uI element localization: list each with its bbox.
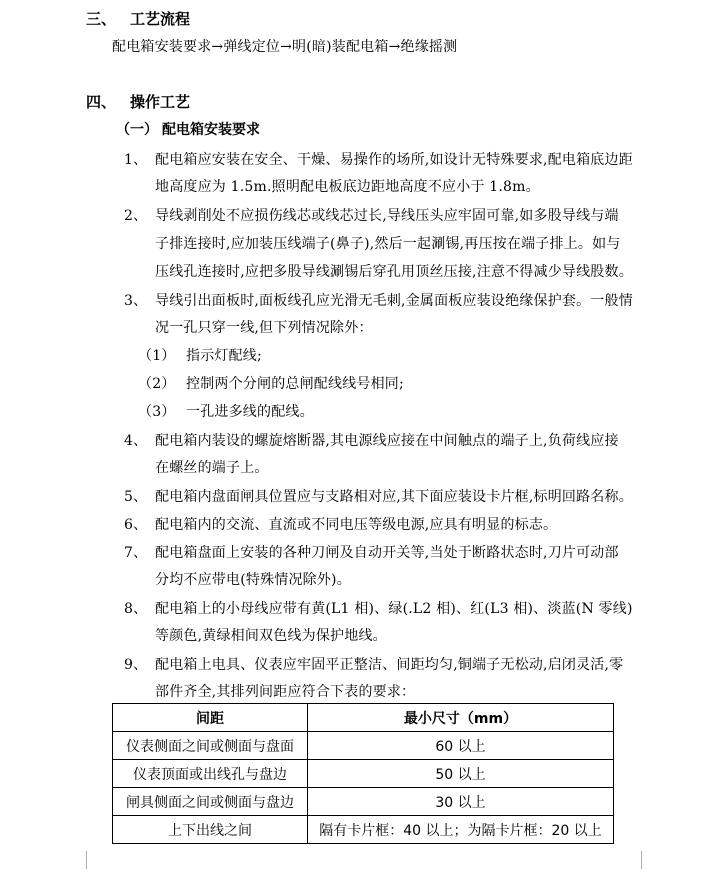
table-cell: 仪表顶面或出线孔与盘边 [113,760,308,788]
item-number: 8、 [124,601,148,617]
item-text-line: 况一孔只穿一线,但下列情况除外： [155,320,373,336]
table-cell: 隔有卡片框：40 以上；为隔卡片框：20 以上 [308,816,614,844]
spacing-table [112,703,614,844]
table-header-cell: 最小尺寸（mm） [308,704,614,732]
exception-number: （2） [138,376,176,392]
item-text-line: 压线孔连接时,应把多股导线涮锡后穿孔用顶丝压接,注意不得减少导线股数。 [155,264,633,280]
item-text-line: 导线剥削处不应损伤线芯或线芯过长,导线压头应牢固可靠,如多股导线与端 [155,208,619,224]
table-header-row [113,704,614,732]
item-number: 9、 [124,657,148,673]
exception-number: （3） [138,404,176,420]
item-text-line: 配电箱盘面上安装的各种刀闸及自动开关等,当处于断路状态时,刀片可动部 [155,545,619,561]
item-number: 1、 [124,152,148,168]
item-text-line: 地高度应为 1.5m.照明配电板底边距地高度不应小于 1.8m。 [155,179,540,195]
section3-title: 工艺流程 [130,10,191,28]
item-text-line: 分均不应带电(特殊情况除外)。 [155,572,351,588]
table-header-cell: 间距 [113,704,308,732]
section3-number: 三、 [86,10,117,28]
item-text-line: 配电箱内盘面闸具位置应与支路相对应,其下面应装设卡片框,标明回路名称。 [155,489,633,505]
table-row [113,788,614,816]
item-text-line: 配电箱应安装在安全、干燥、易操作的场所,如设计无特殊要求,配电箱底边距 [155,152,633,168]
table-row [113,816,614,844]
item-number: 4、 [124,433,148,449]
item-text-line: 配电箱上电具、仪表应牢固平正整洁、间距均匀,铜端子无松动,启闭灵活,零 [155,657,624,673]
item-text-line: 等颜色,黄绿相间双色线为保护地线。 [155,628,387,644]
exception-text: 指示灯配线; [186,348,262,364]
table-cell: 仪表侧面之间或侧面与盘面 [113,732,308,760]
subsection-title: 配电箱安装要求 [162,122,260,138]
item-number: 7、 [124,545,148,561]
item-text-line: 配电箱内装设的螺旋熔断器,其电源线应接在中间触点的端子上,负荷线应接 [155,433,619,449]
item-number: 2、 [124,208,148,224]
item-text-line: 导线引出面板时,面板线孔应光滑无毛刺,金属面板应装设绝缘保护套。一般情 [155,293,633,309]
table-cell: 30 以上 [308,788,614,816]
item-text-line: 配电箱内的交流、直流或不同电压等级电源,应具有明显的标志。 [155,517,558,533]
process-flow: 配电箱安装要求→弹线定位→明(暗)装配电箱→绝缘摇测 [112,39,458,55]
item-number: 6、 [124,517,148,533]
item-text-line: 子排连接时,应加装压线端子(鼻子),然后一起涮锡,再压按在端子排上。如与 [155,236,621,252]
item-text-line: 配电箱上的小母线应带有黄(L1 相)、绿(.L2 相)、红(L3 相)、淡蓝(N 零线) [155,601,633,617]
item-text-line: 部件齐全,其排列间距应符合下表的要求： [155,684,416,700]
subsection-number: （一） [116,122,158,138]
item-number: 3、 [124,293,148,309]
table-cell: 50 以上 [308,760,614,788]
table-cell: 上下出线之间 [113,816,308,844]
table-row [113,760,614,788]
exception-text: 控制两个分闸的总闸配线线号相同; [186,376,404,392]
exception-number: （1） [138,348,176,364]
item-text-line: 在螺丝的端子上。 [155,460,269,476]
section4-number: 四、 [86,93,117,111]
section4-title: 操作工艺 [130,93,191,111]
table-cell: 60 以上 [308,732,614,760]
table-row [113,732,614,760]
exception-text: 一孔进多线的配线。 [186,404,314,420]
margin-corner-mark-right [641,851,660,869]
margin-corner-mark-left [68,851,87,869]
item-number: 5、 [124,489,148,505]
table-cell: 闸具侧面之间或侧面与盘边 [113,788,308,816]
